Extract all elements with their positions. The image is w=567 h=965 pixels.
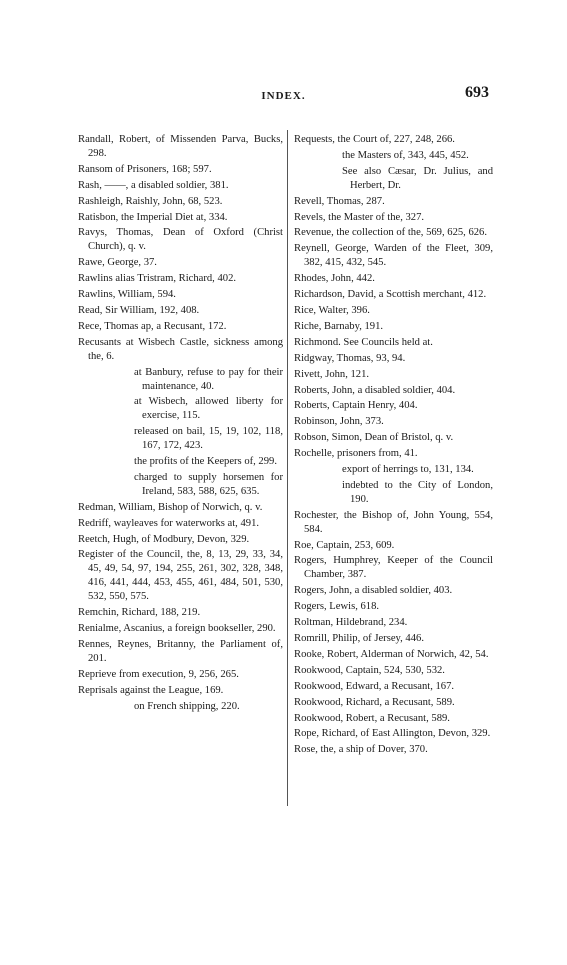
index-entry: Rogers, Humphrey, Keeper of the Council Chamber, 387. <box>294 555 493 581</box>
index-entry: Randall, Robert, of Missenden Parva, Bucks, 298. <box>78 134 283 159</box>
index-entry: Rawe, George, 37. <box>78 257 157 269</box>
index-subentry: released on bail, 15, 19, 102, 118, 167, 172, 423. <box>134 426 283 452</box>
page-title: INDEX. <box>261 90 306 102</box>
index-entry: Rope, Richard, of East Allington, Devon, 329. <box>294 728 491 740</box>
index-entry: Riche, Barnaby, 191. <box>294 320 384 332</box>
index-entry: Roberts, Captain Henry, 404. <box>294 400 418 412</box>
index-entry: Reynell, George, Warden of the Fleet, 309, 382, 415, 432, 545. <box>294 243 493 269</box>
index-entry: Rogers, John, a disabled soldier, 403. <box>294 585 453 597</box>
index-subentry: on French shipping, 220. <box>134 700 240 712</box>
index-entry: Roe, Captain, 253, 609. <box>294 539 395 551</box>
index-entry: Ransom of Prisoners, 168; 597. <box>78 163 212 175</box>
index-entry: Rooke, Robert, Alderman of Norwich, 42, 54. <box>294 648 489 660</box>
index-entry: Reprieve from execution, 9, 256, 265. <box>78 668 239 680</box>
index-entry: Rivett, John, 121. <box>294 368 370 380</box>
index-entry: Reprisals against the League, 169. <box>78 684 224 696</box>
index-entry: Register of the Council, the, 8, 13, 29, 33, 34, 45, 49, 54, 97, 194, 255, 261, 302, 328, 348, 416, 441, 444, 453, 455, 461, 484, 501, 530, 532, 550, 575. <box>78 549 283 603</box>
index-entry: Ratisbon, the Imperial Diet at, 334. <box>78 211 228 223</box>
index-subentry: at Wisbech, allowed liberty for exercise, 115. <box>134 396 283 422</box>
index-entry: Rose, the, a ship of Dover, 370. <box>294 744 428 756</box>
index-entry: Ridgway, Thomas, 93, 94. <box>294 352 406 364</box>
index-entry: Ravys, Thomas, Dean of Oxford (Christ Church), q. v. <box>78 227 283 253</box>
index-entry: Rece, Thomas ap, a Recusant, 172. <box>78 320 227 332</box>
index-entry: Robinson, John, 373. <box>294 416 384 428</box>
page-number: 693 <box>465 84 489 101</box>
index-entry: Rawlins alias Tristram, Richard, 402. <box>78 273 237 285</box>
index-entry: Romrill, Philip, of Jersey, 446. <box>294 633 424 644</box>
index-entry: Recusants at Wisbech Castle, sickness among the, 6. <box>78 336 283 362</box>
index-subentry: the Masters of, 343, 445, 452. <box>342 149 469 161</box>
index-entry: Revenue, the collection of the, 569, 625, 626. <box>294 227 487 239</box>
index-subentry: at Banbury, refuse to pay for their maintenance, 40. <box>134 366 283 392</box>
index-entry: Robson, Simon, Dean of Bristol, q. v. <box>294 432 454 444</box>
index-entry: Rogers, Lewis, 618. <box>294 601 380 613</box>
index-entry: Rice, Walter, 396. <box>294 304 370 316</box>
index-subentry: export of herrings to, 131, 134. <box>342 464 474 476</box>
index-entry: Richmond. See Councils held at. <box>294 336 433 348</box>
index-entry: Reetch, Hugh, of Modbury, Devon, 329. <box>78 533 250 545</box>
index-entry: Rookwood, Captain, 524, 530, 532. <box>294 664 445 676</box>
index-entry: Rash, ——, a disabled soldier, 381. <box>78 179 229 191</box>
index-entry: Richardson, David, a Scottish merchant, 412. <box>294 289 487 301</box>
index-entry: Renialme, Ascanius, a foreign bookseller, 290. <box>78 623 276 634</box>
index-subentry: See also Cæsar, Dr. Julius, and Herbert, Dr. <box>342 165 493 191</box>
index-entry: Rashleigh, Raishly, John, 68, 523. <box>78 195 223 207</box>
index-column-left <box>78 133 283 715</box>
index-entry: Roberts, John, a disabled soldier, 404. <box>294 384 456 396</box>
index-entry: Rhodes, John, 442. <box>294 273 375 285</box>
index-entry: Rennes, Reynes, Britanny, the Parliament of, 201. <box>78 638 283 664</box>
index-entry: Rawlins, William, 594. <box>78 289 176 301</box>
column-divider <box>287 130 288 806</box>
index-entry: Redman, William, Bishop of Norwich, q. v. <box>78 501 263 513</box>
index-column-right <box>294 133 493 759</box>
index-entry: Redriff, wayleaves for waterworks at, 491. <box>78 517 260 529</box>
index-entry: Roltman, Hildebrand, 234. <box>294 617 408 629</box>
index-entry: Rookwood, Richard, a Recusant, 589. <box>294 696 455 708</box>
index-entry: Rookwood, Robert, a Recusant, 589. <box>294 712 450 724</box>
index-entry: Requests, the Court of, 227, 248, 266. <box>294 134 455 145</box>
index-subentry: indebted to the City of London, 190. <box>342 479 493 505</box>
index-entry: Rookwood, Edward, a Recusant, 167. <box>294 680 455 692</box>
index-subentry: the profits of the Keepers of, 299. <box>134 456 277 468</box>
index-entry: Rochelle, prisoners from, 41. <box>294 448 418 460</box>
index-entry: Revels, the Master of the, 327. <box>294 211 425 223</box>
index-entry: Read, Sir William, 192, 408. <box>78 304 200 316</box>
index-entry: Rochester, the Bishop of, John Young, 554, 584. <box>294 509 493 535</box>
index-subentry: charged to supply horsemen for Ireland, 583, 588, 625, 635. <box>134 471 283 497</box>
index-entry: Remchin, Richard, 188, 219. <box>78 607 201 619</box>
index-entry: Revell, Thomas, 287. <box>294 195 385 207</box>
